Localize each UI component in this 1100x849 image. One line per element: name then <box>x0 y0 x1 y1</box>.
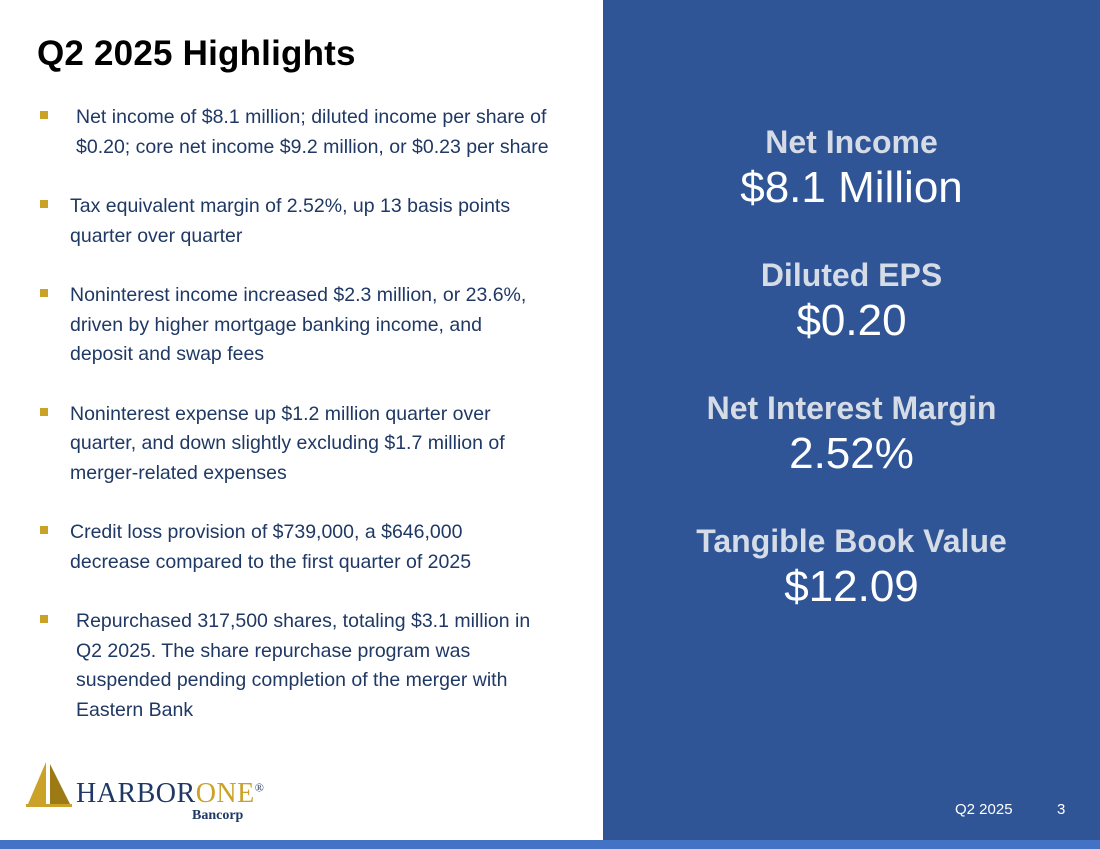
logo-name-part1: HARBOR <box>76 778 196 809</box>
bullet-square-icon <box>40 408 48 416</box>
highlight-item <box>40 518 560 577</box>
metric-label: Net Interest Margin <box>706 390 997 426</box>
metric-value: $12.09 <box>784 562 919 611</box>
highlight-item <box>40 281 560 370</box>
highlight-text: Net income of $8.1 million; diluted income per share of $0.20; core net income $9.2 million, or $0.23 per share <box>76 106 549 158</box>
metric-label: Tangible Book Value <box>696 523 1007 559</box>
highlight-text: Credit loss provision of $739,000, a $646,000 decrease compared to the first quarter of 2025 <box>70 521 472 573</box>
metric-label: Diluted EPS <box>760 257 943 293</box>
highlight-item <box>40 103 560 162</box>
bullet-square-icon <box>40 289 48 297</box>
highlight-item <box>40 400 560 489</box>
metric-value: 2.52% <box>789 429 914 478</box>
metric-diluted-eps <box>603 255 1100 347</box>
bullet-square-icon <box>40 615 48 623</box>
highlight-item <box>40 192 560 251</box>
highlights-list <box>40 103 560 755</box>
metric-tangible-book-value <box>603 521 1100 613</box>
highlight-item <box>40 607 560 725</box>
bullet-square-icon <box>40 526 48 534</box>
slide-title: Q2 2025 Highlights <box>37 34 356 73</box>
highlight-text: Noninterest expense up $1.2 million quarter over quarter, and down slightly excluding $1.7 million of merger-related expenses <box>70 402 505 484</box>
footer-period: Q2 2025 <box>955 801 1013 818</box>
bullet-square-icon <box>40 200 48 208</box>
metric-value: $0.20 <box>796 296 907 345</box>
harborone-logo <box>26 760 286 830</box>
bullet-square-icon <box>40 111 48 119</box>
sailboat-icon <box>26 760 74 808</box>
page-number: 3 <box>1057 801 1066 818</box>
highlight-text: Noninterest income increased $2.3 million, or 23.6%, driven by higher mortgage banking income, and deposit and swap fees <box>70 284 527 365</box>
bottom-accent-bar <box>0 840 1100 849</box>
highlight-text: Tax equivalent margin of 2.52%, up 13 basis points quarter over quarter <box>70 195 511 247</box>
registered-mark: ® <box>254 780 265 795</box>
highlight-text: Repurchased 317,500 shares, totaling $3.1 million in Q2 2025. The share repurchase program was suspended pending completion of the merger with Eastern Bank <box>76 610 531 721</box>
logo-wordmark <box>76 778 264 810</box>
logo-name-part2: ONE <box>195 778 255 809</box>
metric-label: Net Income <box>765 124 938 160</box>
metric-net-income <box>603 122 1100 214</box>
metric-value: $8.1 Million <box>740 163 963 212</box>
logo-subtitle: Bancorp <box>192 808 244 823</box>
metric-net-interest-margin <box>603 388 1100 480</box>
